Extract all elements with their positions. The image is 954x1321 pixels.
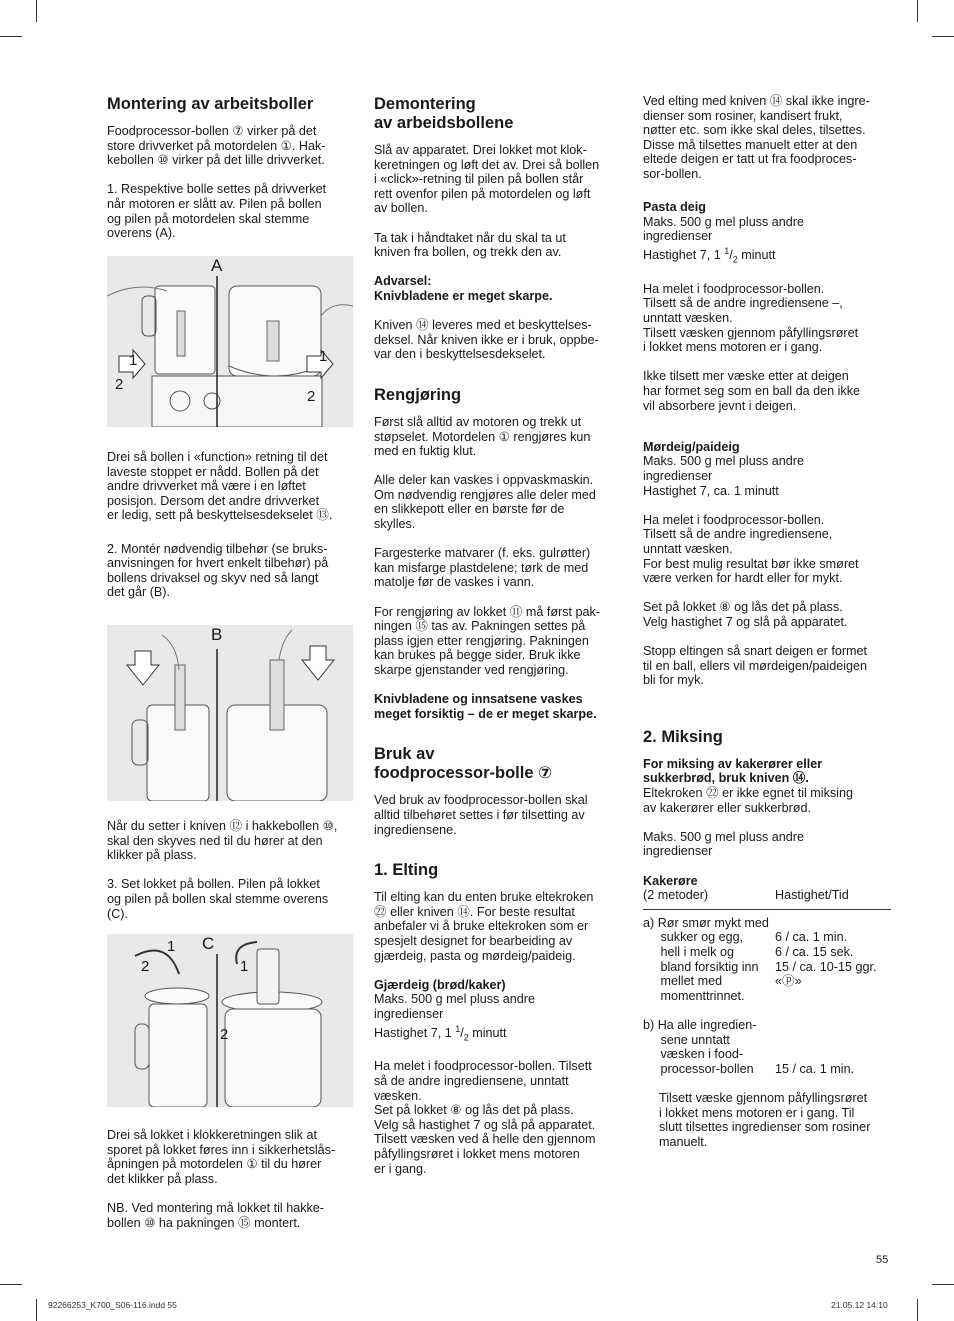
paragraph: Ved elting med kniven ⑭ skal ikke ingre- dienser som rosiner, kandisert frukt, nøtter etc. som ikke skal deles, tilsettes. Disse må tilsettes manuelt etter at den eltede deigen er tatt ut fra foodproces- sor-bollen. bbox=[643, 94, 870, 181]
paragraph: Set på lokket ⑧ og lås det på plass. Velg hastighet 7 og slå på apparatet. bbox=[643, 600, 848, 629]
paragraph: 3. Set lokket på bollen. Pilen på lokket og pilen på bollen skal stemme overens (C). bbox=[107, 877, 329, 921]
crop-mark bbox=[932, 36, 954, 37]
method-step: sukker og egg, bbox=[643, 930, 744, 945]
callout-number: 1 bbox=[129, 352, 138, 369]
method-speed: 6 / ca. 15 sek. bbox=[775, 944, 854, 959]
paragraph: Til elting kan du enten bruke eltekroken ㉒ eller kniven ⑭. For beste resultat anbefaler vi å bruke eltekroken som er spesjelt designet for bearbeiding av gjærdeig, pasta og mørdeig/paideig. bbox=[374, 890, 594, 963]
figure-label: A bbox=[211, 256, 223, 275]
method-speed bbox=[775, 1018, 891, 1033]
method-row bbox=[643, 960, 891, 975]
section-heading: Demontering av arbeidsbollene bbox=[374, 95, 514, 132]
method-speed: «ⓟ» bbox=[775, 974, 802, 989]
subheading: Pasta deig bbox=[643, 200, 706, 215]
section-heading: Rengjøring bbox=[374, 385, 462, 404]
method-step: b) Ha alle ingredien- bbox=[643, 1017, 757, 1032]
paragraph: Tilsett væske gjennom påfyllingsrøret i lokket mens motoren er i gang. Til slutt tilsettes ingredienser som rosiner manuelt. bbox=[659, 1090, 871, 1149]
speed-text: Hastighet 7, 1 bbox=[643, 248, 725, 263]
footer-date: 21.05.12 14:10 bbox=[831, 1300, 888, 1310]
method-step: momenttrinnet. bbox=[643, 988, 745, 1003]
method-step: sene unntatt bbox=[643, 1032, 730, 1047]
figure-c bbox=[107, 934, 353, 1107]
fraction-numerator: 1 bbox=[455, 1023, 461, 1034]
column-left-cont bbox=[107, 450, 355, 615]
figure-label: C bbox=[202, 934, 215, 953]
method-row bbox=[643, 945, 891, 960]
method-step: mellet med bbox=[643, 974, 723, 989]
crop-mark bbox=[917, 0, 918, 22]
callout-number: 1 bbox=[240, 958, 249, 975]
callout-number: 2 bbox=[141, 958, 150, 975]
subheading: Kakerøre bbox=[643, 873, 698, 888]
subheading: Mørdeig/paideig bbox=[643, 439, 740, 454]
paragraph: Drei så lokket i klokkeretningen slik at sporet på lokket føres inn i sikkerhetslås- åpningen på motordelen ① til du hører det klikker på plass. bbox=[107, 1128, 336, 1186]
bold-text: For miksing av kakerører eller sukkerbrød, bruk kniven ⑭. bbox=[643, 756, 823, 786]
section-heading: Bruk av foodprocessor-bolle ⑦ bbox=[374, 745, 553, 783]
crop-mark bbox=[0, 36, 22, 37]
paragraph: Stopp eltingen så snart deigen er formet til en ball, ellers vil mørdeigen/paideigen bli for myk. bbox=[643, 644, 868, 688]
food-processor-illustration bbox=[107, 256, 353, 427]
paragraph: Først slå alltid av motoren og trekk ut støpselet. Motordelen ① rengjøres kun med en fuktig klut. bbox=[374, 414, 591, 459]
paragraph: Ha melet i foodprocessor-bollen. Tilsett så de andre ingrediensene, unntatt væsken. For best mulig resultat bør ikke smøret være verken for hardt eller for mykt. bbox=[643, 512, 859, 586]
paragraph: Maks. 500 g mel pluss andre ingredienser bbox=[374, 992, 536, 1021]
paragraph: 1. Respektive bolle settes på drivverket når motoren er slått av. Pilen på bollen og pilen på motordelen skal stemme overens (A). bbox=[107, 182, 327, 241]
method-row bbox=[643, 989, 891, 1004]
speed-text: minutt bbox=[737, 248, 776, 263]
column-middle bbox=[374, 95, 624, 1191]
paragraph: Ved bruk av foodprocessor-bollen skal alltid tilbehøret settes i før tilsetting av ingrediensene. bbox=[374, 793, 588, 837]
method-a-table bbox=[643, 916, 891, 1004]
method-step: bland forsiktig inn bbox=[643, 959, 759, 974]
method-speed: 15 / ca. 10-15 ggr. bbox=[775, 959, 877, 974]
paragraph: Fargesterke matvarer (f. eks. gulrøtter) kan misfarge plastdelene; tørk de med matolje før de vaskes i vann. bbox=[374, 546, 591, 590]
footer-file: 92266253_K700_S06-116.indd 55 bbox=[48, 1300, 177, 1310]
crop-mark bbox=[932, 1284, 954, 1285]
column-left bbox=[107, 95, 355, 255]
section-heading: 1. Elting bbox=[374, 861, 439, 880]
speed-text: minutt bbox=[468, 1025, 507, 1040]
speed-line: Hastighet 7, 1 $^1/_2$ minutt bbox=[643, 245, 776, 265]
method-b-table bbox=[643, 1018, 891, 1076]
method-speed: 6 / ca. 1 min. bbox=[775, 930, 848, 945]
method-step: processor-bollen bbox=[643, 1061, 754, 1076]
section-heading: 2. Miksing bbox=[643, 727, 723, 746]
paragraph: Eltekroken ㉒ er ikke egnet til miksing av kakerører eller sukkerbrød. bbox=[643, 786, 853, 815]
speed-time-label: Hastighet/Tid bbox=[775, 888, 849, 903]
method-speed: 15 / ca. 1 min. bbox=[775, 1061, 855, 1076]
method-speed bbox=[775, 1033, 891, 1048]
column-left-cont3 bbox=[107, 1128, 355, 1245]
crop-mark bbox=[0, 1284, 22, 1285]
callout-number: 2 bbox=[220, 1026, 229, 1043]
method-speed bbox=[775, 989, 891, 1004]
method-row bbox=[643, 1047, 891, 1062]
method-row bbox=[643, 1018, 891, 1033]
method-row bbox=[643, 1033, 891, 1048]
paragraph: Ha melet i foodprocessor-bollen. Tilsett så de andre ingrediensene, unntatt væsken. Set på lokket ⑧ og lås det på plass. Velg så hastighet 7 og slå på apparatet. Tilsett væsken ved å helle den gjennom påfyllingsrøret i lokket mens motoren er i gang. bbox=[374, 1059, 596, 1176]
method-row bbox=[643, 916, 891, 931]
method-step: hell i melk og bbox=[643, 944, 734, 959]
figure-label: B bbox=[211, 625, 223, 644]
method-speed bbox=[775, 1047, 891, 1062]
subheading: Gjærdeig (brød/kaker) bbox=[374, 977, 506, 992]
callout-number: 2 bbox=[307, 388, 316, 405]
methods-label: (2 metoder) bbox=[643, 888, 709, 903]
speed-text: Hastighet 7, 1 bbox=[374, 1025, 456, 1040]
figure-a bbox=[107, 256, 353, 427]
paragraph: Ta tak i håndtaket når du skal ta ut kniven fra bollen, og trekk den av. bbox=[374, 230, 566, 260]
speed-line: Hastighet 7, 1 $^1/_2$ minutt bbox=[374, 1023, 507, 1043]
method-row bbox=[643, 974, 891, 989]
figure-b bbox=[107, 625, 353, 801]
paragraph: Ikke tilsett mer væske etter at deigen har formet seg som en ball da den ikke vil absorbere jevnt i deigen. bbox=[643, 369, 861, 413]
crop-mark bbox=[917, 1299, 918, 1321]
warning-text: Knivbladene og innsatsene vaskes meget forsiktig – de er meget skarpe. bbox=[374, 692, 597, 721]
paragraph: Når du setter i kniven ⑫ i hakkebollen ⑩, skal den skyves ned til du hører at den klikker på plass. bbox=[107, 819, 338, 863]
paragraph: Maks. 500 g mel pluss andre ingredienser Hastighet 7, ca. 1 minutt bbox=[643, 454, 805, 498]
callout-number: 1 bbox=[167, 938, 176, 955]
paragraph: Ha melet i foodprocessor-bollen. Tilsett så de andre ingrediensene –, unntatt væsken. Tilsett væsken gjennom påfyllingsrøret i lokket mens motoren er i gang. bbox=[643, 281, 859, 355]
method-row bbox=[643, 930, 891, 945]
paragraph: Alle deler kan vaskes i oppvaskmaskin. Om nødvendig rengjøres alle deler med en slikkepott eller en børste før de skylles. bbox=[374, 473, 596, 532]
accessory-insert-illustration bbox=[107, 625, 353, 801]
paragraph: Drei så bollen i «function» retning til det laveste stoppet er nådd. Bollen på det andre drivverket må være i en løftet posisjon. Dersom det andre drivverket er ledig, sett på beskyttelsesdekselet ⑬. bbox=[107, 450, 333, 523]
paragraph: For rengjøring av lokket ⑪ må først pak- ningen ⑮ tas av. Pakningen settes på plass igjen etter rengjøring. Pakningen kan brukes på begge sider. Bruk ikke skarpe gjenstander ved rengjøring. bbox=[374, 604, 601, 677]
paragraph: Foodprocessor-bollen ⑦ virker på det store drivverket på motordelen ①. Hak- kebollen ⑩ virker på det lille drivverket. bbox=[107, 124, 326, 168]
method-step: a) Rør smør mykt med bbox=[643, 915, 769, 930]
paragraph: Maks. 500 g mel pluss andre ingredienser bbox=[643, 829, 805, 859]
crop-mark bbox=[36, 1299, 37, 1321]
method-row bbox=[643, 1062, 891, 1077]
warning-text: Advarsel: Knivbladene er meget skarpe. bbox=[374, 274, 553, 303]
paragraph: NB. Ved montering må lokket til hakke- bollen ⑩ ha pakningen ⑮ montert. bbox=[107, 1200, 324, 1230]
callout-number: 1 bbox=[319, 348, 328, 365]
paragraph: Maks. 500 g mel pluss andre ingredienser bbox=[643, 214, 805, 244]
fraction-denominator: 2 bbox=[732, 254, 738, 265]
method-speed bbox=[775, 916, 891, 931]
method-header bbox=[643, 888, 891, 910]
paragraph: 2. Montér nødvendig tilbehør (se bruks- anvisningen for hvert enkelt tilbehør) på bollens drivaksel og skyv ned så langt det går (B). bbox=[107, 541, 329, 600]
method-step: væsken i food- bbox=[643, 1047, 744, 1062]
section-heading: Montering av arbeitsboller bbox=[107, 95, 314, 113]
fraction-numerator: 1 bbox=[724, 245, 730, 256]
column-right bbox=[643, 94, 891, 1164]
fraction-denominator: 2 bbox=[463, 1032, 469, 1043]
column-left-cont2 bbox=[107, 819, 355, 936]
callout-number: 2 bbox=[115, 376, 124, 393]
paragraph: Slå av apparatet. Drei lokket mot klok- keretningen og løft det av. Drei så bollen i «click»-retning til pilen på bollen står rett ovenfor pilen på motordelen og løft av bollen. bbox=[374, 143, 600, 216]
paragraph: Kniven ⑭ leveres med et beskyttelses- deksel. Når kniven ikke er i bruk, oppbe- var den i beskyttelsesdekselet. bbox=[374, 318, 599, 362]
crop-mark bbox=[36, 0, 37, 22]
page-number: 55 bbox=[876, 1254, 889, 1266]
